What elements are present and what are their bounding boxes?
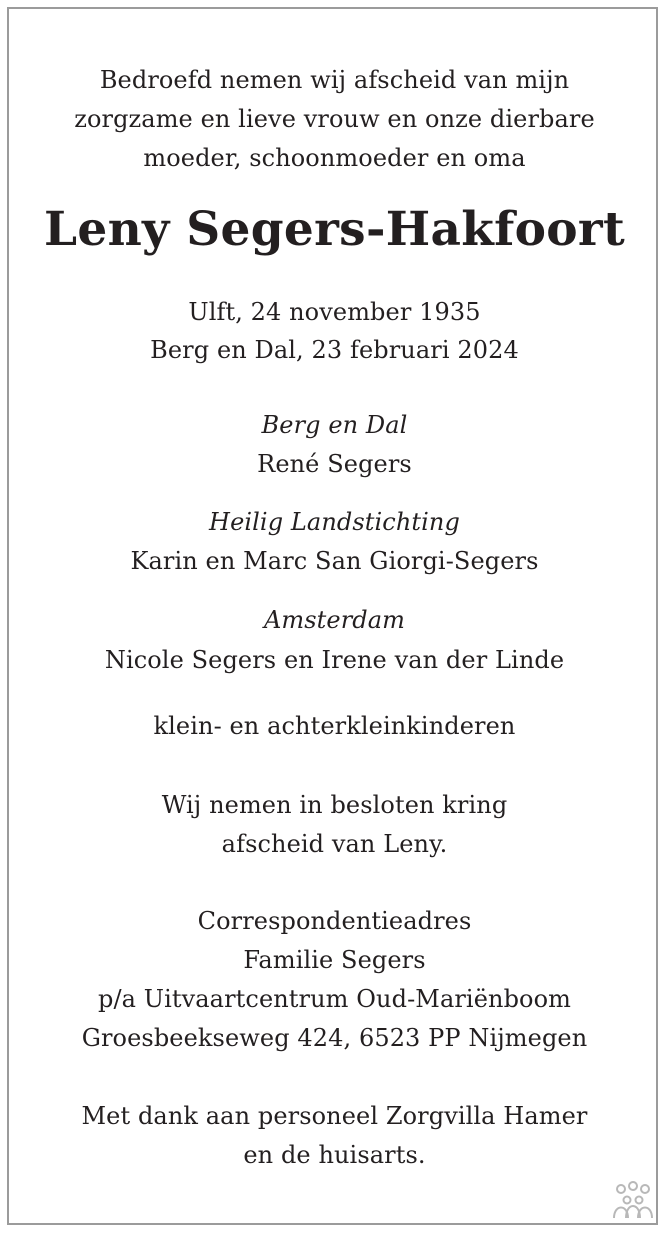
intro-line-3: moeder, schoonmoeder en oma [143, 144, 526, 172]
correspondence-line-2: Familie Segers [243, 946, 426, 974]
grandchildren-line: klein- en achterkleinkinderen [153, 712, 516, 740]
farewell-line-2: afscheid van Leny. [221, 830, 448, 858]
family-people-icon [610, 1180, 656, 1220]
family-place-1: Berg en Dal [261, 411, 408, 439]
correspondence-line-4: Groesbeekseweg 424, 6523 PP Nijmegen [81, 1024, 588, 1052]
family-names-3: Nicole Segers en Irene van der Linde [104, 646, 565, 674]
family-names-1: René Segers [257, 450, 412, 478]
death-date: Berg en Dal, 23 februari 2024 [150, 336, 519, 364]
correspondence-line-1: Correspondentieadres [197, 907, 472, 935]
intro-line-2: zorgzame en lieve vrouw en onze dierbare [74, 105, 595, 133]
deceased-name: Leny Segers-Hakfoort [44, 202, 625, 257]
family-names-2: Karin en Marc San Giorgi-Segers [130, 547, 539, 575]
thanks-line-2: en de huisarts. [243, 1141, 426, 1169]
correspondence-line-3: p/a Uitvaartcentrum Oud-Mariënboom [97, 985, 571, 1013]
family-place-2: Heilig Landstichting [209, 508, 460, 536]
intro-line-1: Bedroefd nemen wij afscheid van mijn [99, 66, 570, 94]
birth-date: Ulft, 24 november 1935 [188, 298, 481, 326]
family-place-3: Amsterdam [263, 606, 406, 634]
thanks-line-1: Met dank aan personeel Zorgvilla Hamer [81, 1102, 588, 1130]
farewell-line-1: Wij nemen in besloten kring [161, 791, 508, 819]
